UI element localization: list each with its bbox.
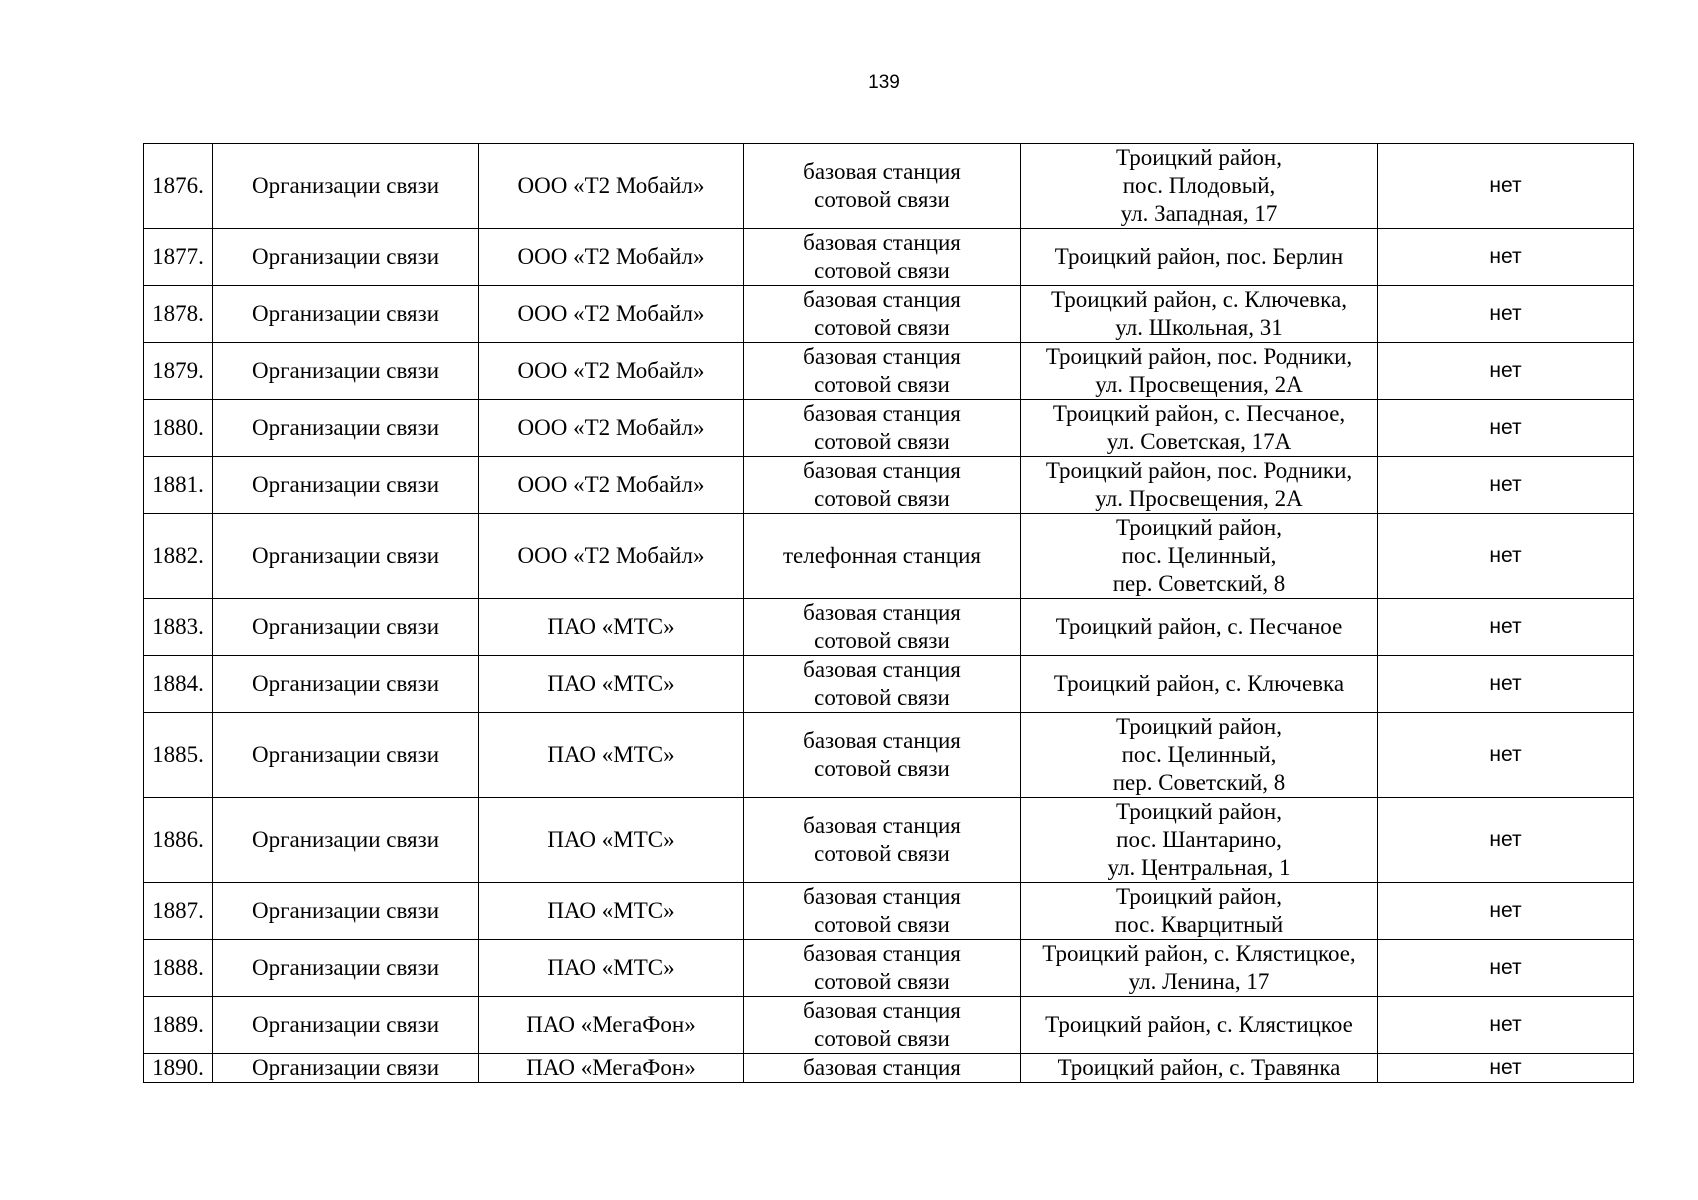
object-cell-line: сотовой связи — [814, 1026, 950, 1051]
address-cell — [1021, 883, 1378, 940]
organization-cell: ООО «Т2 Мобайл» — [479, 400, 744, 457]
page-number: 139 — [868, 72, 900, 93]
status-cell: нет — [1378, 400, 1634, 457]
address-cell — [1021, 457, 1378, 514]
row-number: 1880. — [144, 400, 213, 457]
address-cell-line: пос. Кварцитный — [1114, 912, 1284, 937]
object-cell-line: базовая станция — [803, 884, 961, 909]
category-cell: Организации связи — [213, 940, 479, 997]
table-row — [144, 798, 1634, 883]
object-cell — [744, 229, 1021, 286]
table-row — [144, 400, 1634, 457]
status-cell: нет — [1378, 514, 1634, 599]
row-number: 1888. — [144, 940, 213, 997]
address-cell-line: ул. Просвещения, 2А — [1095, 486, 1303, 511]
organization-cell: ПАО «МТС» — [479, 940, 744, 997]
category-cell: Организации связи — [213, 400, 479, 457]
row-number: 1884. — [144, 656, 213, 713]
row-number: 1885. — [144, 713, 213, 798]
address-cell-line: ул. Центральная, 1 — [1107, 855, 1291, 880]
address-cell-line: Троицкий район, — [1116, 145, 1282, 170]
address-cell-line: Троицкий район, пос. Берлин — [1054, 244, 1344, 269]
organization-cell: ПАО «МТС» — [479, 798, 744, 883]
organization-cell: ООО «Т2 Мобайл» — [479, 457, 744, 514]
object-cell-line: базовая станция — [803, 941, 961, 966]
address-cell-line: Троицкий район, — [1116, 799, 1282, 824]
table-row — [144, 997, 1634, 1054]
address-cell — [1021, 940, 1378, 997]
address-cell — [1021, 1054, 1378, 1083]
object-cell-line: базовая станция — [803, 1055, 961, 1080]
address-cell — [1021, 599, 1378, 656]
status-cell: нет — [1378, 229, 1634, 286]
object-cell — [744, 343, 1021, 400]
object-cell-line: сотовой связи — [814, 912, 950, 937]
address-cell-line: Троицкий район, пос. Родники, — [1045, 458, 1353, 483]
row-number: 1882. — [144, 514, 213, 599]
address-cell-line: ул. Ленина, 17 — [1128, 969, 1270, 994]
object-cell-line: сотовой связи — [814, 969, 950, 994]
object-cell — [744, 997, 1021, 1054]
category-cell: Организации связи — [213, 286, 479, 343]
row-number: 1886. — [144, 798, 213, 883]
status-cell: нет — [1378, 144, 1634, 229]
address-cell-line: Троицкий район, с. Травянка — [1057, 1055, 1341, 1080]
object-cell-line: базовая станция — [803, 813, 961, 838]
address-cell — [1021, 997, 1378, 1054]
object-cell — [744, 940, 1021, 997]
organization-cell: ООО «Т2 Мобайл» — [479, 144, 744, 229]
object-cell-line: базовая станция — [803, 401, 961, 426]
status-cell: нет — [1378, 997, 1634, 1054]
row-number: 1887. — [144, 883, 213, 940]
organization-cell: ПАО «МегаФон» — [479, 1054, 744, 1083]
status-cell: нет — [1378, 940, 1634, 997]
object-cell-line: сотовой связи — [814, 685, 950, 710]
address-cell-line: Троицкий район, с. Ключевка, — [1051, 287, 1347, 312]
table-row — [144, 883, 1634, 940]
address-cell-line: Троицкий район, с. Ключевка — [1053, 671, 1345, 696]
status-cell: нет — [1378, 656, 1634, 713]
object-cell-line: сотовой связи — [814, 628, 950, 653]
category-cell: Организации связи — [213, 997, 479, 1054]
address-cell-line: Троицкий район, — [1116, 714, 1282, 739]
object-cell — [744, 599, 1021, 656]
row-number: 1890. — [144, 1054, 213, 1083]
address-cell-line: пер. Советский, 8 — [1112, 571, 1286, 596]
category-cell: Организации связи — [213, 1054, 479, 1083]
object-cell-line: базовая станция — [803, 998, 961, 1023]
object-cell-line: сотовой связи — [814, 841, 950, 866]
table-row — [144, 1054, 1634, 1083]
organization-cell: ПАО «МТС» — [479, 883, 744, 940]
row-number: 1881. — [144, 457, 213, 514]
object-cell-line: сотовой связи — [814, 429, 950, 454]
address-cell — [1021, 798, 1378, 883]
row-number: 1878. — [144, 286, 213, 343]
address-cell — [1021, 400, 1378, 457]
address-cell-line: Троицкий район, с. Песчаное — [1055, 614, 1343, 639]
object-cell-line: сотовой связи — [814, 486, 950, 511]
object-cell-line: базовая станция — [803, 600, 961, 625]
object-cell — [744, 1054, 1021, 1083]
status-cell: нет — [1378, 883, 1634, 940]
table-row — [144, 144, 1634, 229]
object-cell-line: сотовой связи — [814, 315, 950, 340]
object-cell — [744, 713, 1021, 798]
organization-cell: ООО «Т2 Мобайл» — [479, 343, 744, 400]
object-cell-line: базовая станция — [803, 159, 961, 184]
address-cell — [1021, 144, 1378, 229]
address-cell-line: Троицкий район, с. Песчаное, — [1052, 401, 1346, 426]
status-cell: нет — [1378, 457, 1634, 514]
object-cell-line: базовая станция — [803, 458, 961, 483]
object-cell-line: телефонная станция — [782, 543, 982, 568]
address-cell-line: ул. Западная, 17 — [1120, 201, 1278, 226]
table-row — [144, 457, 1634, 514]
row-number: 1876. — [144, 144, 213, 229]
address-cell-line: ул. Советская, 17А — [1106, 429, 1292, 454]
category-cell: Организации связи — [213, 514, 479, 599]
address-cell-line: Троицкий район, — [1116, 515, 1282, 540]
organization-cell: ПАО «МегаФон» — [479, 997, 744, 1054]
object-cell-line: базовая станция — [803, 230, 961, 255]
row-number: 1879. — [144, 343, 213, 400]
object-cell — [744, 144, 1021, 229]
category-cell: Организации связи — [213, 144, 479, 229]
table-row — [144, 286, 1634, 343]
object-cell-line: базовая станция — [803, 344, 961, 369]
address-cell — [1021, 656, 1378, 713]
organization-cell: ПАО «МТС» — [479, 599, 744, 656]
status-cell: нет — [1378, 798, 1634, 883]
object-cell-line: базовая станция — [803, 728, 961, 753]
object-cell-line: базовая станция — [803, 287, 961, 312]
address-cell-line: пос. Шантарино, — [1116, 827, 1282, 852]
row-number: 1877. — [144, 229, 213, 286]
organization-cell: ПАО «МТС» — [479, 713, 744, 798]
address-cell — [1021, 514, 1378, 599]
address-cell-line: Троицкий район, с. Клястицкое, — [1042, 941, 1356, 966]
organization-cell: ООО «Т2 Мобайл» — [479, 286, 744, 343]
organization-cell: ПАО «МТС» — [479, 656, 744, 713]
object-cell-line: сотовой связи — [814, 372, 950, 397]
category-cell: Организации связи — [213, 798, 479, 883]
organization-cell: ООО «Т2 Мобайл» — [479, 514, 744, 599]
category-cell: Организации связи — [213, 229, 479, 286]
address-cell — [1021, 713, 1378, 798]
registry-table — [143, 143, 1634, 1083]
object-cell — [744, 656, 1021, 713]
address-cell-line: пос. Целинный, — [1121, 543, 1277, 568]
table-row — [144, 713, 1634, 798]
address-cell-line: Троицкий район, — [1116, 884, 1282, 909]
status-cell: нет — [1378, 1054, 1634, 1083]
object-cell-line: сотовой связи — [814, 258, 950, 283]
address-cell-line: пер. Советский, 8 — [1112, 770, 1286, 795]
table-row — [144, 940, 1634, 997]
category-cell: Организации связи — [213, 457, 479, 514]
address-cell — [1021, 286, 1378, 343]
category-cell: Организации связи — [213, 343, 479, 400]
category-cell: Организации связи — [213, 656, 479, 713]
address-cell — [1021, 343, 1378, 400]
status-cell: нет — [1378, 343, 1634, 400]
status-cell: нет — [1378, 713, 1634, 798]
category-cell: Организации связи — [213, 599, 479, 656]
object-cell-line: базовая станция — [803, 657, 961, 682]
object-cell — [744, 400, 1021, 457]
object-cell — [744, 286, 1021, 343]
object-cell — [744, 883, 1021, 940]
object-cell-line: сотовой связи — [814, 756, 950, 781]
table-row — [144, 656, 1634, 713]
object-cell — [744, 798, 1021, 883]
address-cell-line: Троицкий район, с. Клястицкое — [1045, 1012, 1353, 1037]
status-cell: нет — [1378, 599, 1634, 656]
registry-body — [144, 144, 1634, 1083]
address-cell-line: пос. Целинный, — [1121, 742, 1277, 767]
status-cell: нет — [1378, 286, 1634, 343]
table-row — [144, 599, 1634, 656]
organization-cell: ООО «Т2 Мобайл» — [479, 229, 744, 286]
row-number: 1883. — [144, 599, 213, 656]
object-cell — [744, 514, 1021, 599]
object-cell-line: сотовой связи — [814, 187, 950, 212]
table-row — [144, 343, 1634, 400]
table-row — [144, 514, 1634, 599]
category-cell: Организации связи — [213, 713, 479, 798]
address-cell — [1021, 229, 1378, 286]
address-cell-line: ул. Просвещения, 2А — [1095, 372, 1303, 397]
table-row — [144, 229, 1634, 286]
address-cell-line: Троицкий район, пос. Родники, — [1045, 344, 1353, 369]
object-cell — [744, 457, 1021, 514]
row-number: 1889. — [144, 997, 213, 1054]
category-cell: Организации связи — [213, 883, 479, 940]
address-cell-line: пос. Плодовый, — [1122, 173, 1276, 198]
address-cell-line: ул. Школьная, 31 — [1115, 315, 1283, 340]
